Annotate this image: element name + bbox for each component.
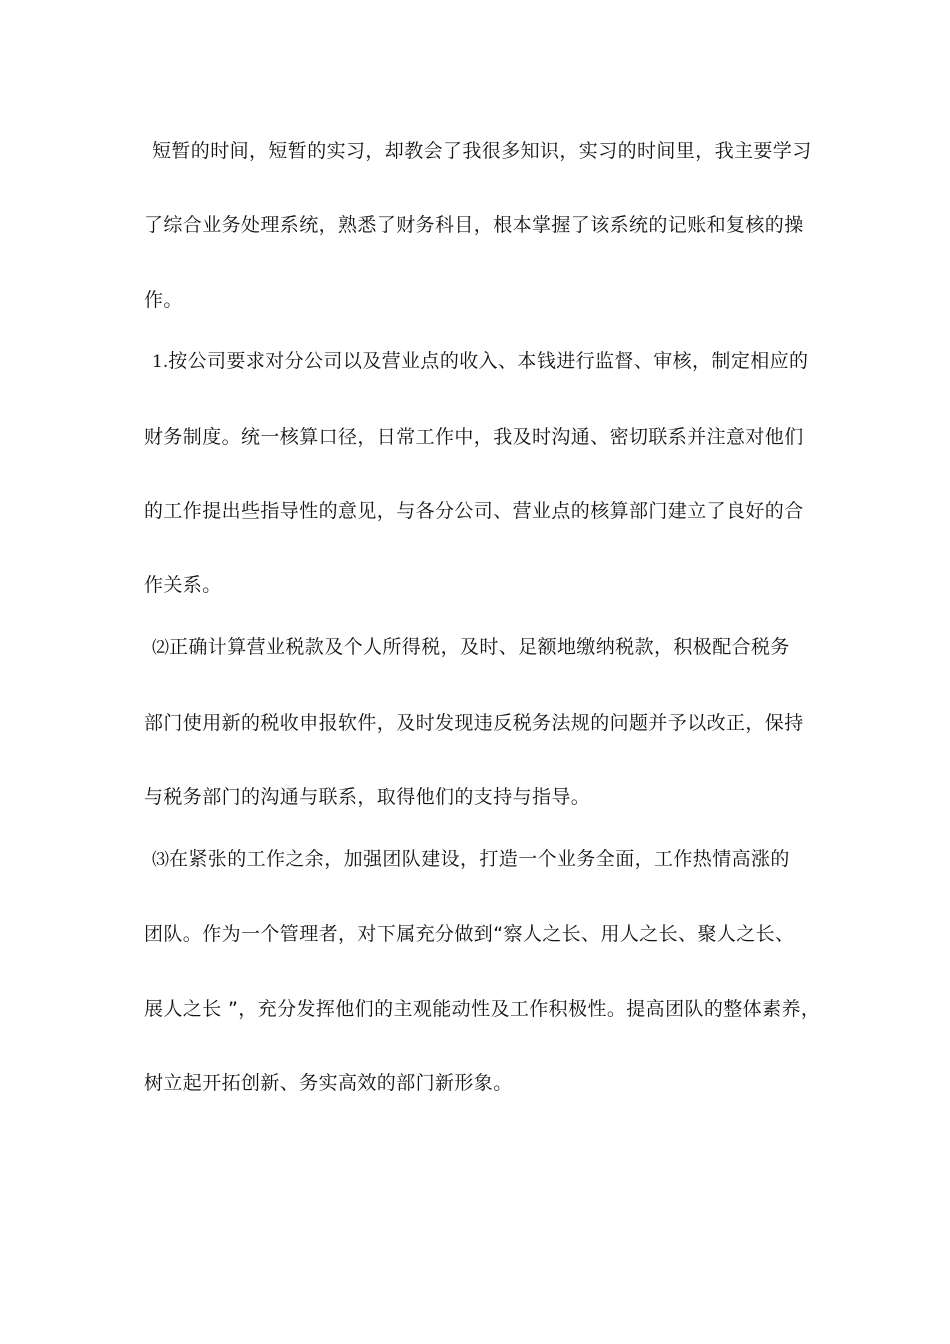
paragraph-3-text: 正确计算营业税款及个人所得税，及时、足额地缴纳税款，积极配合税务 bbox=[169, 636, 790, 658]
paragraph-2-line-3: 的工作提出些指导性的意见，与各分公司、营业点的核算部门建立了良好的合 bbox=[144, 500, 804, 522]
paragraph-2-line-4: 作关系。 bbox=[144, 574, 222, 596]
paragraph-2-line-1 bbox=[152, 348, 832, 375]
paragraph-1-line-3: 作。 bbox=[144, 289, 183, 311]
paragraph-4-line-2: 团队。作为一个管理者，对下属充分做到“察人之长、用人之长、聚人之长、 bbox=[144, 923, 795, 945]
paragraph-2-line-2: 财务制度。统一核算口径，日常工作中，我及时沟通、密切联系并注意对他们 bbox=[144, 426, 804, 448]
paragraph-2-number: 1. bbox=[152, 352, 169, 372]
paragraph-3-line-1 bbox=[152, 634, 832, 661]
paragraph-4-line-4: 树立起开拓创新、务实高效的部门新形象。 bbox=[144, 1072, 513, 1094]
paragraph-3-number: ⑵ bbox=[152, 638, 169, 658]
paragraph-4-text: 在紧张的工作之余，加强团队建设，打造一个业务全面，工作热情高涨的 bbox=[169, 848, 790, 870]
paragraph-1-line-1: 短暂的时间，短暂的实习，却教会了我很多知识，实习的时间里，我主要学习 bbox=[152, 140, 812, 162]
paragraph-4-line-1 bbox=[152, 846, 832, 873]
paragraph-4-line-3: 展人之长 ”，充分发挥他们的主观能动性及工作积极性。提高团队的整体素养， bbox=[144, 998, 821, 1020]
paragraph-4-number: ⑶ bbox=[152, 850, 169, 870]
paragraph-3-line-2: 部门使用新的税收申报软件，及时发现违反税务法规的问题并予以改正，保持 bbox=[144, 712, 804, 734]
paragraph-3-line-3: 与税务部门的沟通与联系，取得他们的支持与指导。 bbox=[144, 786, 591, 808]
paragraph-1-line-2: 了综合业务处理系统，熟悉了财务科目，根本掌握了该系统的记账和复核的操 bbox=[144, 214, 804, 236]
paragraph-2-text: 按公司要求对分公司以及营业点的收入、本钱进行监督、审核，制定相应的 bbox=[168, 350, 809, 372]
